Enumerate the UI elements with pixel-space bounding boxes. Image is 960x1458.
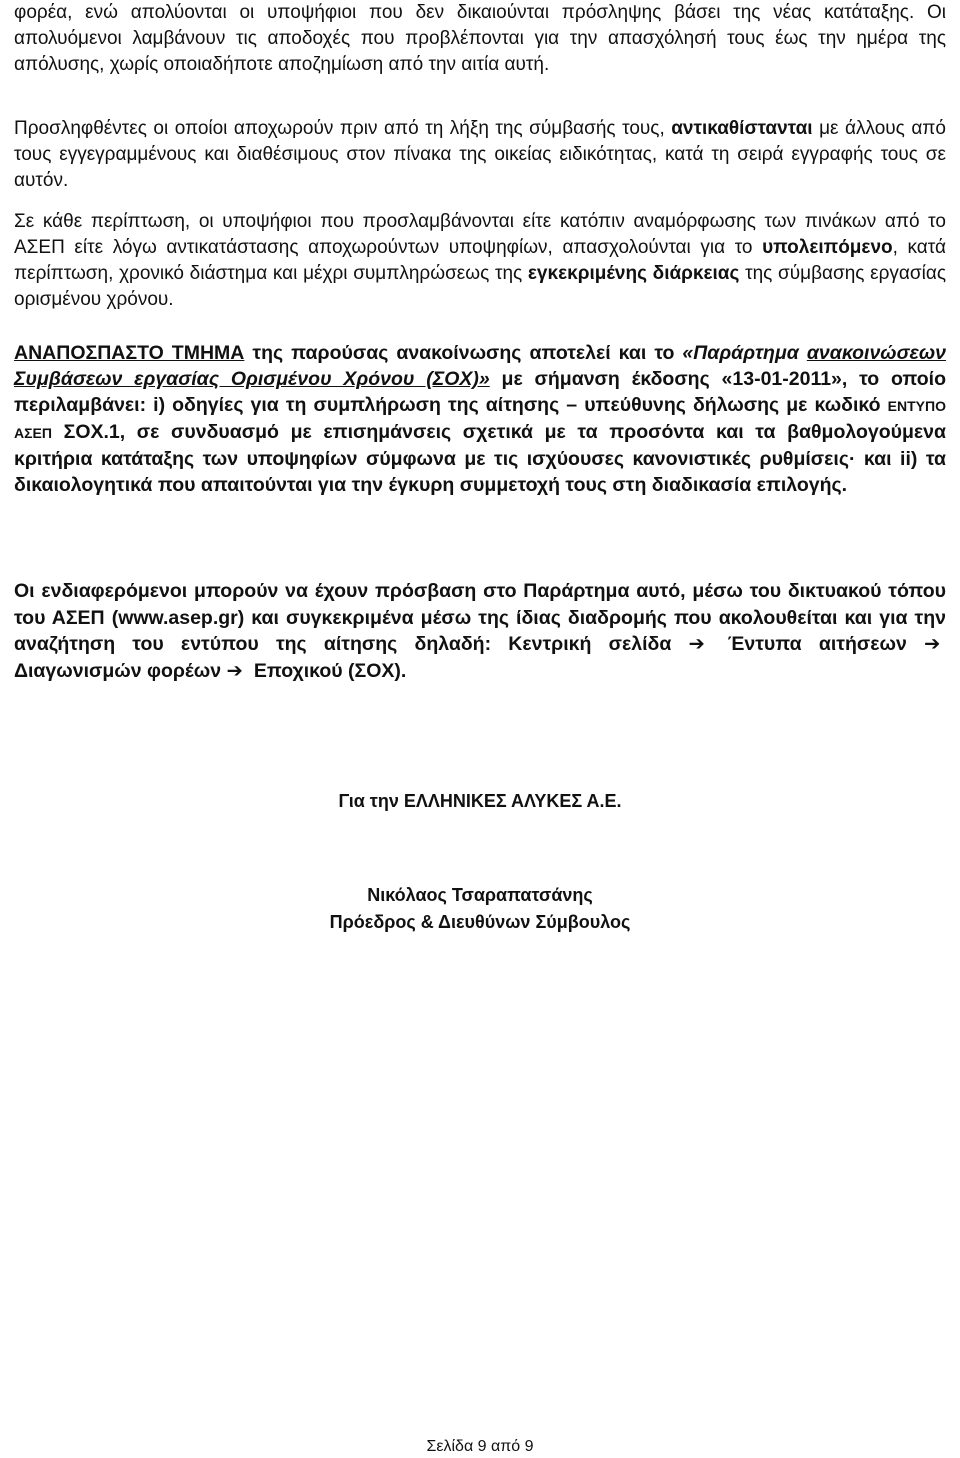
form-code: ΕΝΤΥΠΟ ΑΣΕΠ bbox=[14, 398, 946, 441]
bold-term: υπολειπόμενο bbox=[762, 237, 893, 258]
paragraph-text: Οι ενδιαφερόμενοι μπορούν να έχουν πρόσβαση στο Παράρτημα αυτό, μέσω του δικτυακού τόπου του ΑΣΕΠ (www.asep.gr) και συγκεκριμένα μέσω της ίδιας διαδρομής που ακολουθείται και για την αναζήτηση του εντύπου της αίτησης δηλαδή: bbox=[14, 580, 946, 655]
arrow-right-icon: ➔ bbox=[688, 633, 705, 655]
arrow-right-icon: ➔ bbox=[226, 659, 243, 682]
paragraph-remaining-duration bbox=[14, 209, 946, 313]
paragraph-text: με σήμανση έκδοσης «13-01-2011», το οποίο περιλαμβάνει: i) οδηγίες για τη συμπλήρωση της αίτησης – υπεύθυνης δήλωσης με κωδικό bbox=[14, 368, 946, 416]
page-number: Σελίδα 9 από 9 bbox=[426, 1438, 534, 1455]
paragraph-text: φορέα, ενώ απολύονται οι υποψήφιοι που δεν δικαιούνται πρόσληψης βάσει της νέας κατάταξης. Οι απολυόμενοι λαμβάνουν τις αποδοχές που προβλέπονται για την απασχόλησή τους έως την ημέρα της απόλυσης, χωρίς οποιαδήποτε αποζημίωση από την αιτία αυτή. bbox=[14, 2, 946, 75]
signatory-name: Νικόλαος Τσαραπατσάνης bbox=[367, 885, 593, 905]
paragraph-text: , κατά περίπτωση, χρονικό διάστημα και μέχρι συμπληρώσεως της bbox=[14, 237, 946, 284]
paragraph-access bbox=[14, 578, 946, 684]
breadcrumb-competitions: Διαγωνισμών φορέων bbox=[14, 659, 222, 682]
signatory-title: Πρόεδρος & Διευθύνων Σύμβουλος bbox=[329, 912, 631, 932]
breadcrumb-home: Κεντρική σελίδα bbox=[508, 633, 672, 655]
paragraph-text: Προσληφθέντες οι οποίοι αποχωρούν πριν από τη λήξη της σύμβασής τους, bbox=[14, 118, 672, 139]
breadcrumb-seasonal: Εποχικού (ΣΟΧ). bbox=[253, 659, 407, 682]
bold-term: αντικαθίστανται bbox=[671, 118, 813, 139]
paragraph-text: με άλλους από τους εγγεγραμμένους και διαθέσιμους στον πίνακα της οικείας ειδικότητας, κατά τη σειρά εγγραφής τους σε αυτόν. bbox=[14, 118, 946, 191]
paragraph-replacement bbox=[14, 116, 946, 194]
paragraph-text: της σύμβασης εργασίας ορισμένου χρόνου. bbox=[14, 263, 946, 310]
annex-heading: ΑΝΑΠΟΣΠΑΣΤΟ ΤΜΗΜΑ bbox=[14, 342, 245, 364]
signature-for-line: Για την ΕΛΛΗΝΙΚΕΣ ΑΛΥΚΕΣ Α.Ε. bbox=[338, 791, 622, 811]
annex-title: ανακοινώσεων Συμβάσεων εργασίας Ορισμένου Χρόνου (ΣΟΧ)» bbox=[14, 342, 946, 390]
paragraph-text: ΣΟΧ.1, σε συνδυασμό με επισημάνσεις σχετικά με τα προσόντα και τα βαθμολογούμενα κριτήρια κατάταξης των υποψηφίων σύμφωνα με τις ισχύουσες κανονιστικές ρυθμίσεις· και ii) τα δικαιολογητικά που απαιτούνται για την έγκυρη συμμετοχή τους στη διαδικασία επιλογής. bbox=[14, 421, 946, 496]
bold-term: εγκεκριμένης διάρκειας bbox=[527, 263, 740, 284]
breadcrumb-forms: Έντυπα αιτήσεων bbox=[727, 633, 907, 655]
annex-title-start: «Παράρτημα bbox=[682, 342, 807, 364]
paragraph-annex bbox=[14, 340, 946, 498]
paragraph-text: Σε κάθε περίπτωση, οι υποψήφιοι που προσλαμβάνονται είτε κατόπιν αναμόρφωσης των πινάκων από το ΑΣΕΠ είτε λόγω αντικατάστασης αποχωρούντων υποψηφίων, απασχολούνται για το bbox=[14, 211, 946, 258]
paragraph-text: της παρούσας ανακοίνωσης αποτελεί και το bbox=[244, 342, 683, 364]
arrow-right-icon: ➔ bbox=[924, 633, 941, 655]
paragraph-dismissal bbox=[14, 0, 946, 78]
